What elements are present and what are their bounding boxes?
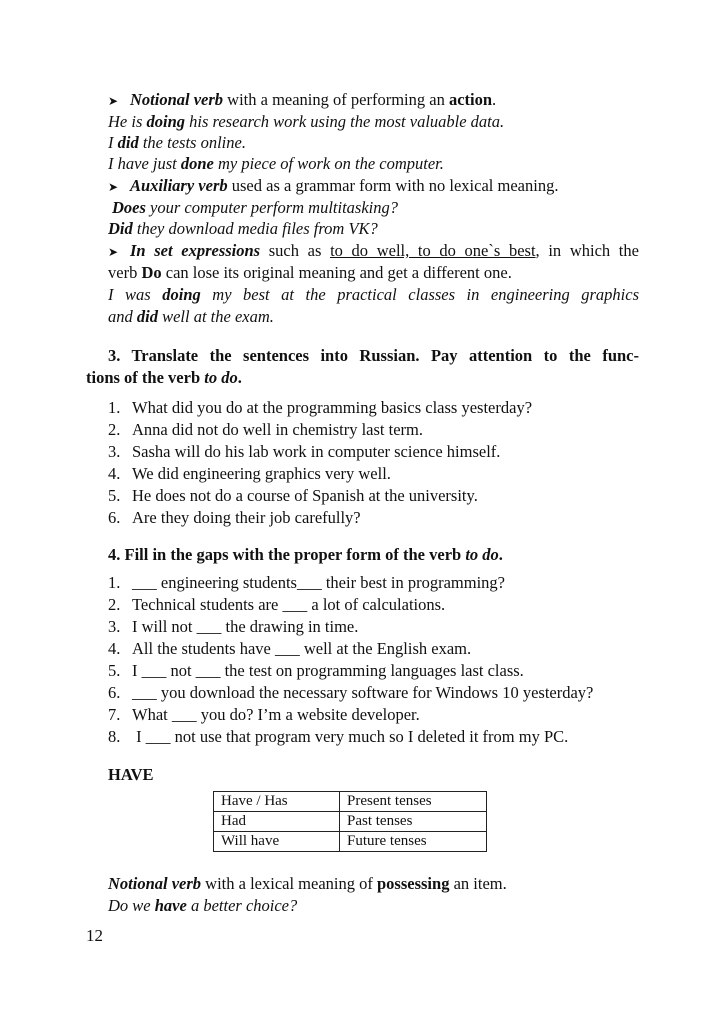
list-item — [108, 682, 593, 703]
task3-heading: 3. Translate the sentences into Russian. Pay attention to the func- — [108, 346, 639, 365]
auxiliary-verb-bullet: ➤ Auxiliary verb used as a grammar form with no lexical meaning. — [108, 175, 558, 198]
list-item-number: 3. — [108, 617, 121, 636]
example-line: Did they download media files from VK? — [108, 219, 378, 238]
example-line: I was doing my best at the practical classes in engineering graphics — [108, 285, 639, 304]
example-line: Do we have a better choice? — [108, 896, 298, 915]
arrow-bullet-icon: ➤ — [108, 180, 119, 194]
list-item-text: He does not do a course of Spanish at the university. — [132, 486, 478, 505]
list-item — [108, 507, 361, 528]
list-item — [108, 616, 358, 637]
list-item — [108, 419, 423, 440]
list-item-text: I will not ___ the drawing in time. — [132, 617, 359, 636]
list-item-number: 5. — [108, 661, 121, 680]
list-item-number: 6. — [108, 683, 121, 702]
list-item-text: I ___ not ___ the test on programming languages last class. — [132, 661, 524, 680]
list-item — [108, 638, 471, 659]
list-item-text: ___ you download the necessary software for Windows 10 yesterday? — [132, 683, 594, 702]
have-notional-line: Notional verb with a lexical meaning of possessing an item. — [108, 874, 507, 893]
arrow-bullet-icon: ➤ — [108, 245, 119, 259]
set-expressions-bullet: ➤ In set expressions such as to do well, to do one`s best, in which the — [108, 240, 639, 263]
list-item-number: 1. — [108, 398, 121, 417]
list-item — [108, 660, 524, 681]
table-cell-use: Present tenses — [340, 792, 487, 812]
list-item-number: 6. — [108, 508, 121, 527]
table-cell-form: Had — [214, 812, 340, 832]
list-item-number: 4. — [108, 464, 121, 483]
list-item-number: 1. — [108, 573, 121, 592]
table-cell-form: Will have — [214, 832, 340, 852]
list-item — [108, 572, 505, 593]
list-item-text: Technical students are ___ a lot of calculations. — [132, 595, 446, 614]
table-cell-use: Future tenses — [340, 832, 487, 852]
list-item — [108, 485, 478, 506]
list-item — [108, 463, 391, 484]
table-cell-form: Have / Has — [214, 792, 340, 812]
task4-heading: 4. Fill in the gaps with the proper form of the verb to do. — [108, 545, 503, 564]
list-item-number: 2. — [108, 595, 121, 614]
page-number: 12 — [86, 926, 103, 945]
list-item-text: Anna did not do well in chemistry last term. — [132, 420, 423, 439]
example-line: I have just done my piece of work on the computer. — [108, 154, 444, 173]
list-item-text: ___ engineering students___ their best in programming? — [132, 573, 506, 592]
list-item-text: All the students have ___ well at the English exam. — [132, 639, 472, 658]
list-item-text: I ___ not use that program very much so I deleted it from my PC. — [132, 727, 569, 746]
table-row — [214, 792, 487, 812]
list-item — [108, 594, 445, 615]
list-item-text: Sasha will do his lab work in computer science himself. — [132, 442, 501, 461]
example-line: I did the tests online. — [108, 133, 246, 152]
arrow-bullet-icon: ➤ — [108, 94, 119, 108]
list-item-text: We did engineering graphics very well. — [132, 464, 391, 483]
notional-verb-bullet: ➤ Notional verb with a meaning of performing an action. — [108, 89, 496, 112]
list-item-text: Are they doing their job carefully? — [132, 508, 361, 527]
list-item — [108, 441, 500, 462]
example-line: He is doing his research work using the most valuable data. — [108, 112, 505, 131]
list-item-number: 2. — [108, 420, 121, 439]
example-line: Does your computer perform multitasking? — [112, 198, 398, 217]
have-heading: HAVE — [108, 765, 154, 784]
set-expressions-line2: verb Do can lose its original meaning and get a different one. — [108, 263, 512, 282]
list-item-text: What ___ you do? I’m a website developer. — [132, 705, 420, 724]
task3-heading-line2: tions of the verb to do. — [86, 368, 242, 387]
list-item — [108, 397, 532, 418]
table-row — [214, 832, 487, 852]
list-item-number: 4. — [108, 639, 121, 658]
example-line: and did well at the exam. — [108, 307, 274, 326]
list-item-text: What did you do at the programming basics class yesterday? — [132, 398, 533, 417]
have-forms-table — [213, 791, 487, 852]
list-item-number: 7. — [108, 705, 121, 724]
list-item-number: 8. — [108, 727, 121, 746]
list-item — [108, 704, 420, 725]
list-item-number: 5. — [108, 486, 121, 505]
table-row — [214, 812, 487, 832]
table-cell-use: Past tenses — [340, 812, 487, 832]
list-item — [108, 726, 568, 747]
list-item-number: 3. — [108, 442, 121, 461]
